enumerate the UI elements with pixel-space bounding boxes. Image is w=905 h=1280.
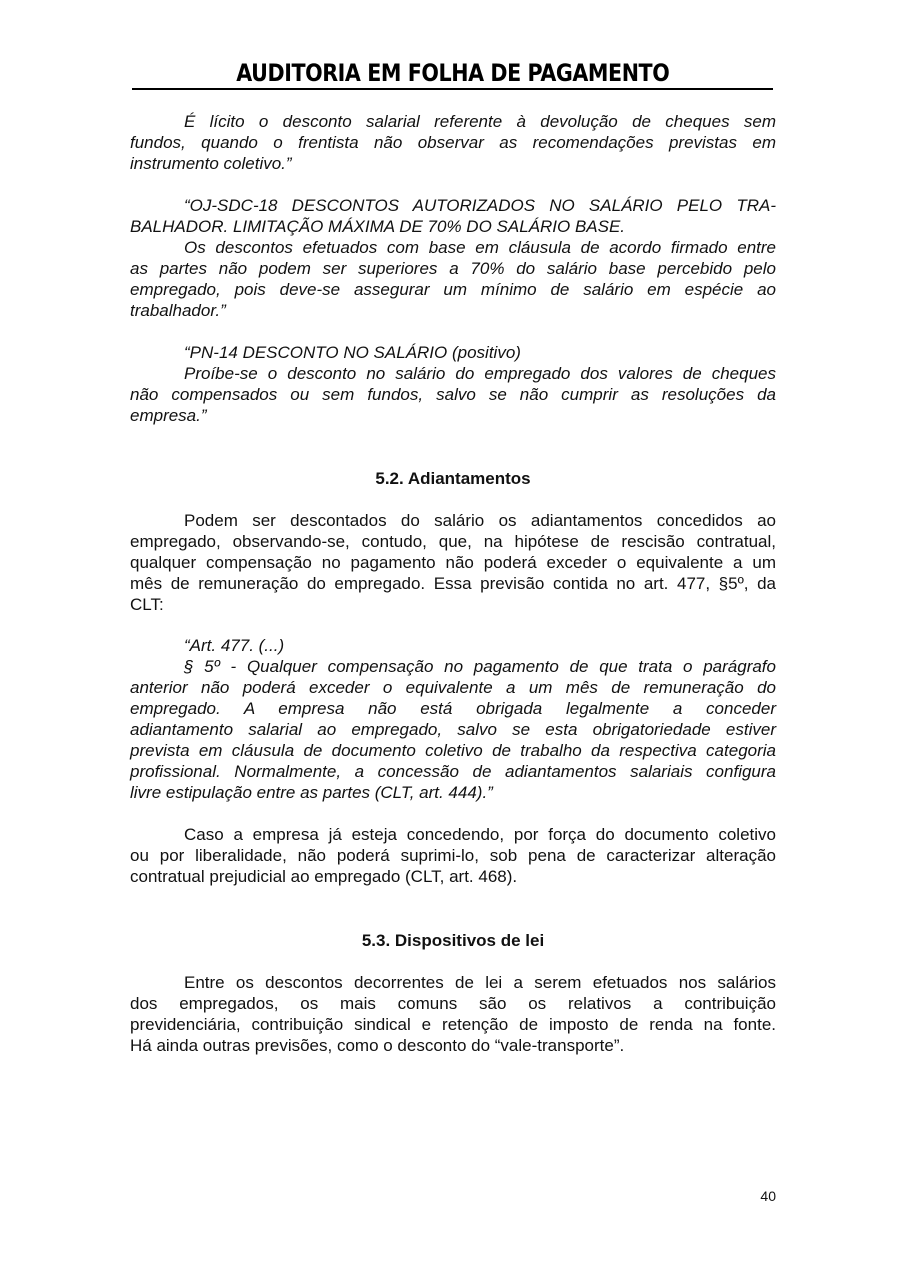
paragraph-line: previdenciária, contribuição sindical e retenção de imposto de renda na fonte. [130, 1015, 776, 1034]
section-heading-5-2: 5.2. Adiantamentos [375, 469, 531, 488]
quote-line: instrumento coletivo.” [130, 154, 292, 173]
art477-line: anterior não poderá exceder o equivalente a um mês de remuneração do [130, 678, 776, 697]
paragraph-line: empregado, observando-se, contudo, que, na hipótese de rescisão contratual, [130, 532, 776, 551]
pn14-title-line: “PN-14 DESCONTO NO SALÁRIO (positivo) [184, 343, 521, 362]
paragraph-line: mês de remuneração do empregado. Essa previsão contida no art. 477, §5º, da [130, 574, 776, 593]
art477-line: prevista em cláusula de documento coletivo de trabalho da respectiva categoria [130, 741, 776, 760]
art477-line: § 5º - Qualquer compensação no pagamento de que trata o parágrafo [184, 657, 776, 676]
oj18-text-line: empregado, pois deve-se assegurar um mínimo de salário em espécie ao [130, 280, 776, 299]
section-heading-5-3: 5.3. Dispositivos de lei [361, 931, 545, 950]
pn14-text-line: empresa.” [130, 406, 207, 425]
header-title: AUDITORIA EM FOLHA DE PAGAMENTO [235, 59, 670, 87]
art477-line: livre estipulação entre as partes (CLT, art. 444).” [130, 783, 493, 802]
quote-line: fundos, quando o frentista não observar as recomendações previstas em [130, 133, 776, 152]
paragraph-line: CLT: [130, 595, 164, 614]
art477-line: “Art. 477. (...) [184, 636, 285, 655]
pn14-text-line: não compensados ou sem fundos, salvo se não cumprir as resoluções da [130, 385, 776, 404]
paragraph-line: Entre os descontos decorrentes de lei a serem efetuados nos salários [184, 973, 776, 992]
art477-line: profissional. Normalmente, a concessão de adiantamentos salariais configura [130, 762, 776, 781]
art477-line: adiantamento salarial ao empregado, salvo se esta obrigatoriedade estiver [130, 720, 776, 739]
paragraph-line: ou por liberalidade, não poderá suprimi-lo, sob pena de caracterizar alteração [130, 846, 776, 865]
oj18-text-line: as partes não podem ser superiores a 70% do salário base percebido pelo [130, 259, 776, 278]
oj18-text-line: trabalhador.” [130, 301, 226, 320]
paragraph-line: Podem ser descontados do salário os adiantamentos concedidos ao [184, 511, 776, 530]
paragraph-line: contratual prejudicial ao empregado (CLT, art. 468). [130, 867, 518, 886]
paragraph-line: Caso a empresa já esteja concedendo, por força do documento coletivo [184, 825, 776, 844]
oj18-title-line: “OJ-SDC-18 DESCONTOS AUTORIZADOS NO SALÁRIO PELO TRA- [184, 196, 776, 215]
paragraph-line: qualquer compensação no pagamento não poderá exceder o equivalente a um [130, 553, 776, 572]
oj18-title-line: BALHADOR. LIMITAÇÃO MÁXIMA DE 70% DO SALÁRIO BASE. [130, 217, 626, 236]
header-rule [132, 88, 773, 90]
running-header [132, 58, 773, 92]
quote-line: É lícito o desconto salarial referente à devolução de cheques sem [184, 112, 776, 131]
pn14-text-line: Proíbe-se o desconto no salário do empregado dos valores de cheques [184, 364, 776, 383]
page-number: 40 [760, 1188, 776, 1204]
paragraph-line: Há ainda outras previsões, como o desconto do “vale-transporte”. [130, 1036, 625, 1055]
paragraph-line: dos empregados, os mais comuns são os relativos a contribuição [130, 994, 776, 1013]
oj18-text-line: Os descontos efetuados com base em cláusula de acordo firmado entre [184, 238, 776, 257]
art477-line: empregado. A empresa não está obrigada legalmente a conceder [130, 699, 776, 718]
